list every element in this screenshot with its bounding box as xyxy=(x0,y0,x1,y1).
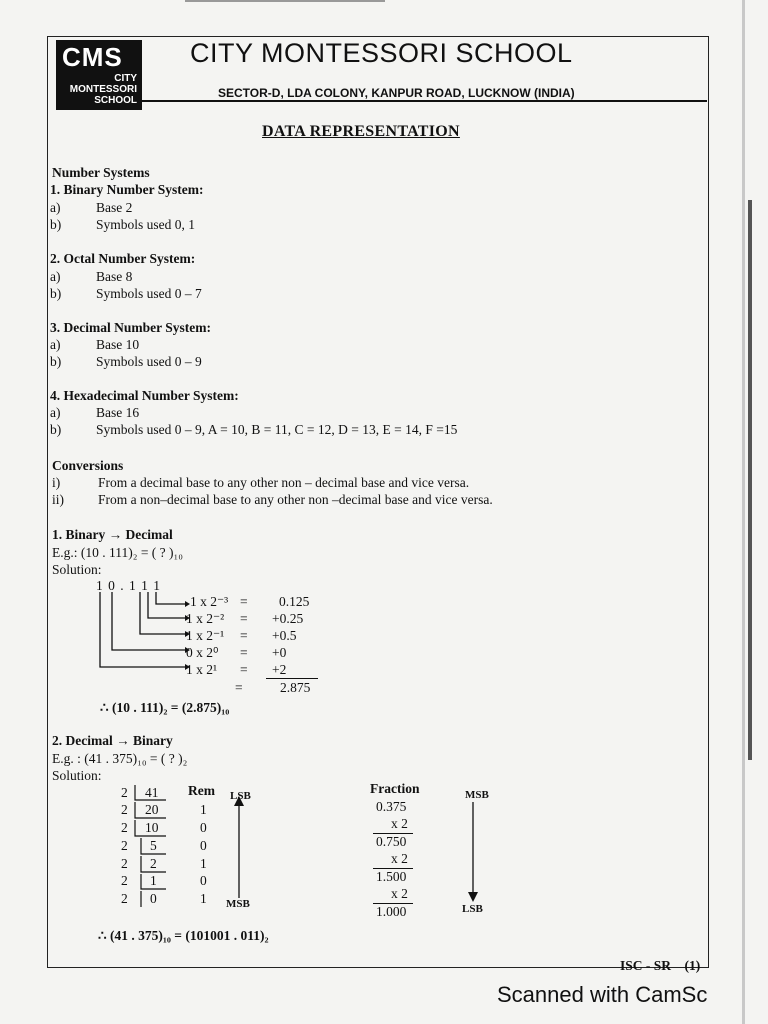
remainder: 0 xyxy=(200,873,207,888)
logo-line-2: MONTESSORI xyxy=(69,84,137,95)
octal-symbols: Symbols used 0 – 7 xyxy=(96,286,202,301)
decimal-result: ∴ (41 . 375)₁₀ = (101001 . 011)₂ xyxy=(98,928,269,943)
hex-base: Base 16 xyxy=(96,405,140,420)
expansion-term: 1 x 2⁻¹ xyxy=(186,628,225,643)
fraction-header: Fraction xyxy=(370,781,420,796)
divisor: 2 xyxy=(121,838,128,853)
dividend: 1 xyxy=(150,873,157,888)
division-ladder-lines xyxy=(128,783,178,911)
msb-label: MSB xyxy=(226,898,250,910)
expansion-value: +0.5 xyxy=(272,628,297,643)
page-title: DATA REPRESENTATION xyxy=(262,123,460,140)
fraction-multiplier: x 2 xyxy=(391,886,408,901)
divisor: 2 xyxy=(121,856,128,871)
dividend: 5 xyxy=(150,838,157,853)
conversion-text-1: From a decimal base to any other non – decimal base and vice versa. xyxy=(98,475,470,490)
scanner-watermark: Scanned with CamSc xyxy=(497,982,708,1007)
expansion-eq: = xyxy=(240,628,248,643)
marker-a: a) xyxy=(50,200,61,215)
binary-result: ∴ (10 . 111)₂ = (2.875)₁₀ xyxy=(100,700,230,715)
remainder-arrow xyxy=(232,796,246,900)
logo-line-1: CITY xyxy=(114,73,137,84)
school-logo xyxy=(56,40,142,110)
number-systems-heading: Number Systems xyxy=(52,165,150,180)
fraction-step: 0.750 xyxy=(376,834,407,849)
scan-edge-dark xyxy=(748,200,752,760)
total-value: 2.875 xyxy=(280,680,311,695)
binary-to-decimal-heading: 1. Binary → Decimal xyxy=(52,527,173,542)
binary-example: E.g.: (10 . 111)₂ = ( ? )₁₀ xyxy=(52,545,183,560)
marker-b: b) xyxy=(50,286,62,301)
decimal-symbols: Symbols used 0 – 9 xyxy=(96,354,202,369)
conversion-text-2: From a non–decimal base to any other non –decimal base and vice versa. xyxy=(98,492,493,507)
marker-a: a) xyxy=(50,337,61,352)
marker-b: b) xyxy=(50,354,62,369)
fraction-arrow xyxy=(466,802,480,902)
expansion-eq: = xyxy=(240,611,248,626)
sum-rule xyxy=(266,678,318,679)
binary-system-heading: 1. Binary Number System: xyxy=(50,182,204,197)
dividend: 41 xyxy=(145,785,159,800)
remainder: 1 xyxy=(200,802,207,817)
marker-a: a) xyxy=(50,405,61,420)
conversion-marker-1: i) xyxy=(52,475,61,490)
expansion-eq: = xyxy=(240,594,248,609)
logo-line-3: SCHOOL xyxy=(94,95,137,106)
octal-base: Base 8 xyxy=(96,269,133,284)
fraction-multiplier: x 2 xyxy=(391,851,408,866)
remainder: 1 xyxy=(200,891,207,906)
conversion-marker-2: ii) xyxy=(52,492,64,507)
decimal-system-heading: 3. Decimal Number System: xyxy=(50,320,211,335)
expansion-value: 0.125 xyxy=(279,594,310,609)
school-name: CITY MONTESSORI SCHOOL xyxy=(190,38,573,68)
total-eq: = xyxy=(235,680,243,695)
binary-base: Base 2 xyxy=(96,200,133,215)
expansion-term: 1 x 2¹ xyxy=(186,662,218,677)
decimal-to-binary-heading: 2. Decimal → Binary xyxy=(52,733,173,748)
dividend: 2 xyxy=(150,856,157,871)
dividend: 10 xyxy=(145,820,159,835)
expansion-value: +2 xyxy=(272,662,287,677)
decimal-example: E.g. : (41 . 375)₁₀ = ( ? )₂ xyxy=(52,751,188,766)
fraction-step: 0.375 xyxy=(376,799,407,814)
solution-label: Solution: xyxy=(52,768,102,783)
school-address: SECTOR-D, LDA COLONY, KANPUR ROAD, LUCKNOW (INDIA) xyxy=(218,86,575,100)
logo-mark: CMS xyxy=(62,42,123,72)
remainder: 0 xyxy=(200,820,207,835)
binary-number: 1 0 . 1 1 1 xyxy=(96,578,161,593)
marker-b: b) xyxy=(50,422,62,437)
page-number: ISC - SR (1) xyxy=(620,958,701,973)
expansion-brackets xyxy=(90,592,200,678)
expansion-term: 1 x 2⁻³ xyxy=(190,594,229,609)
dividend: 0 xyxy=(150,891,157,906)
rem-header: Rem xyxy=(188,783,215,798)
divisor: 2 xyxy=(121,891,128,906)
dividend: 20 xyxy=(145,802,159,817)
divisor: 2 xyxy=(121,802,128,817)
expansion-term: 0 x 2⁰ xyxy=(186,645,219,660)
lsb-label: LSB xyxy=(230,790,251,802)
hex-system-heading: 4. Hexadecimal Number System: xyxy=(50,388,239,403)
divisor: 2 xyxy=(121,785,128,800)
remainder: 0 xyxy=(200,838,207,853)
fraction-multiplier: x 2 xyxy=(391,816,408,831)
expansion-eq: = xyxy=(240,645,248,660)
scan-artifact xyxy=(185,0,385,2)
frac-lsb-label: LSB xyxy=(462,903,483,915)
expansion-term: 1 x 2⁻² xyxy=(186,611,225,626)
scan-edge xyxy=(742,0,745,1024)
divisor: 2 xyxy=(121,873,128,888)
fraction-step: 1.500 xyxy=(376,869,407,884)
expansion-eq: = xyxy=(240,662,248,677)
solution-label: Solution: xyxy=(52,562,102,577)
header-rule xyxy=(142,100,707,102)
hex-symbols: Symbols used 0 – 9, A = 10, B = 11, C = 12, D = 13, E = 14, F =15 xyxy=(96,422,458,437)
divisor: 2 xyxy=(121,820,128,835)
expansion-value: +0.25 xyxy=(272,611,304,626)
binary-symbols: Symbols used 0, 1 xyxy=(96,217,196,232)
decimal-base: Base 10 xyxy=(96,337,140,352)
fraction-step: 1.000 xyxy=(376,904,407,919)
frac-msb-label: MSB xyxy=(465,789,489,801)
octal-system-heading: 2. Octal Number System: xyxy=(50,251,196,266)
remainder: 1 xyxy=(200,856,207,871)
expansion-value: +0 xyxy=(272,645,287,660)
marker-b: b) xyxy=(50,217,62,232)
conversions-heading: Conversions xyxy=(52,458,124,473)
marker-a: a) xyxy=(50,269,61,284)
